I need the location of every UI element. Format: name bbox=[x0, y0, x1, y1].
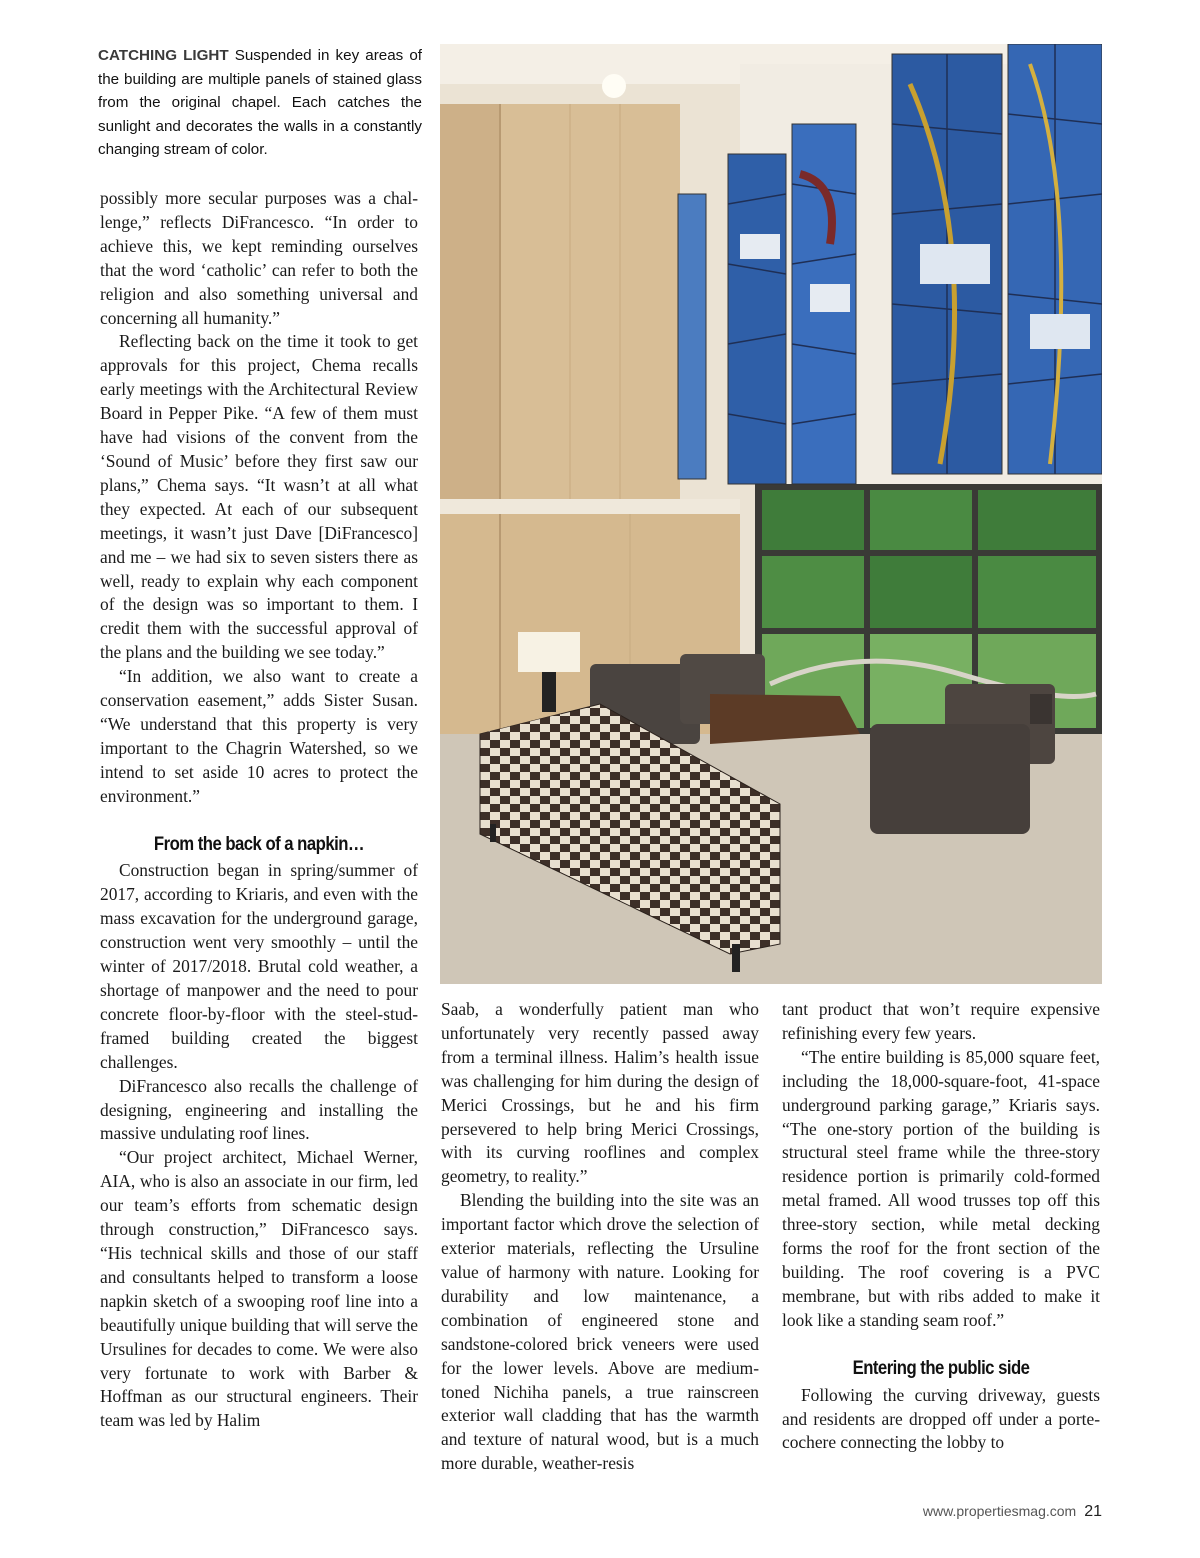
footer-url[interactable]: www.propertiesmag.com bbox=[922, 1503, 1077, 1519]
text-column-1 bbox=[100, 187, 418, 1433]
photo-caption bbox=[98, 44, 422, 162]
text-column-2 bbox=[441, 998, 759, 1476]
paragraph: Following the curving driveway, guests and residents are dropped off under a porte-cochere connecting the lobby to bbox=[782, 1384, 1100, 1453]
page-footer bbox=[923, 1503, 1102, 1521]
subhead-napkin: From the back of a napkin… bbox=[153, 833, 365, 855]
paragraph: “In addition, we also want to create a conservation easement,” adds Sister Susan. “We understand that this property is very important to the Chagrin Watershed, so we intend to set aside 10 acres to protect the environment.” bbox=[100, 666, 418, 806]
caption-lead: CATCHING LIGHT bbox=[98, 47, 229, 64]
paragraph: possibly more secular purposes was a challenge,” reflects DiFrancesco. “In order to achieve this, we kept reminding ourselves that the word ‘catholic’ can refer to both the religion and also something universal and concerning all humanity.” bbox=[100, 188, 418, 328]
page-number: 21 bbox=[1084, 1503, 1102, 1520]
text-column-3 bbox=[782, 998, 1100, 1455]
paragraph: Saab, a wonderfully patient man who unfortunately very recently passed away from a terminal illness. Halim’s health issue was challenging for him during the design of Merici Crossings, but he and his firm persevered to help bring Merici Crossings, with its curving rooflines and complex geometry, to reality.” bbox=[441, 999, 759, 1187]
paragraph: Blending the building into the site was an important factor which drove the selection of exterior materials, reflecting the Ursuline value of harmony with nature. Looking for durability and low maintenance, a combination of engineered stone and sandstone-colored brick veneers were used for the lower levels. Above are medium-toned Nichiha panels, a true rainscreen exterior wall cladding that has the warmth and texture of natural wood, but is a much more durable, weather-resis bbox=[441, 1190, 759, 1474]
paragraph: DiFrancesco also recalls the challenge of designing, engineering and installing the massive undulating roof lines. bbox=[100, 1075, 418, 1144]
paragraph: tant product that won’t require expensive refinishing every few years. bbox=[782, 999, 1100, 1043]
caption-text: Suspended in key areas of the building are multiple panels of stained glass from the original chapel. Each catches the sunlight and decorates the walls in a constantly changing stream of color. bbox=[98, 47, 422, 158]
lobby-photo bbox=[440, 44, 1102, 984]
subhead-public-side: Entering the public side bbox=[852, 1357, 1030, 1379]
paragraph: Reflecting back on the time it took to get approvals for this project, Chema recalls early meetings with the Architectural Review Board in Pepper Pike. “A few of them must have had visions of the convent from the ‘Sound of Music’ before they first saw our plans,” Chema says. “It wasn’t at all what they expected. At each of our subsequent meetings, it wasn’t just Dave [DiFrancesco] and me – we had six to seven sisters there as well, ready to explain why each component of the design was so important to them. I credit them with the successful approval of the plans and the building we see today.” bbox=[100, 331, 418, 663]
paragraph: Construction began in spring/summer of 2017, according to Kriaris, and even with the mass excavation for the underground garage, construction went very smoothly – until the winter of 2017/2018. Brutal cold weather, a shortage of manpower and the need to pour concrete floor-by-floor with the steel-stud-framed building created the biggest challenges. bbox=[100, 860, 418, 1072]
paragraph: “Our project architect, Michael Werner, AIA, who is also an associate in our firm, led our team’s efforts from schematic design through construction,” DiFrancesco says. “His technical skills and those of our staff and consultants helped to transform a loose napkin sketch of a swooping roof line into a beautifully unique building that will serve the Ursulines for decades to come. We were also very fortunate to work with Barber & Hoffman as our structural engineers. Their team was led by Halim bbox=[100, 1147, 418, 1431]
paragraph: “The entire building is 85,000 square feet, including the 18,000-square-foot, 41-space underground parking garage,” Kriaris says. “The one-story portion of the building is structural steel frame while the three-story residence portion is primarily cold-formed metal framed. All wood trusses top off this three-story section, while metal decking forms the roof for the front section of the building. The roof covering is a PVC membrane, but with ribs added to make it look like a standing seam roof.” bbox=[782, 1046, 1100, 1330]
